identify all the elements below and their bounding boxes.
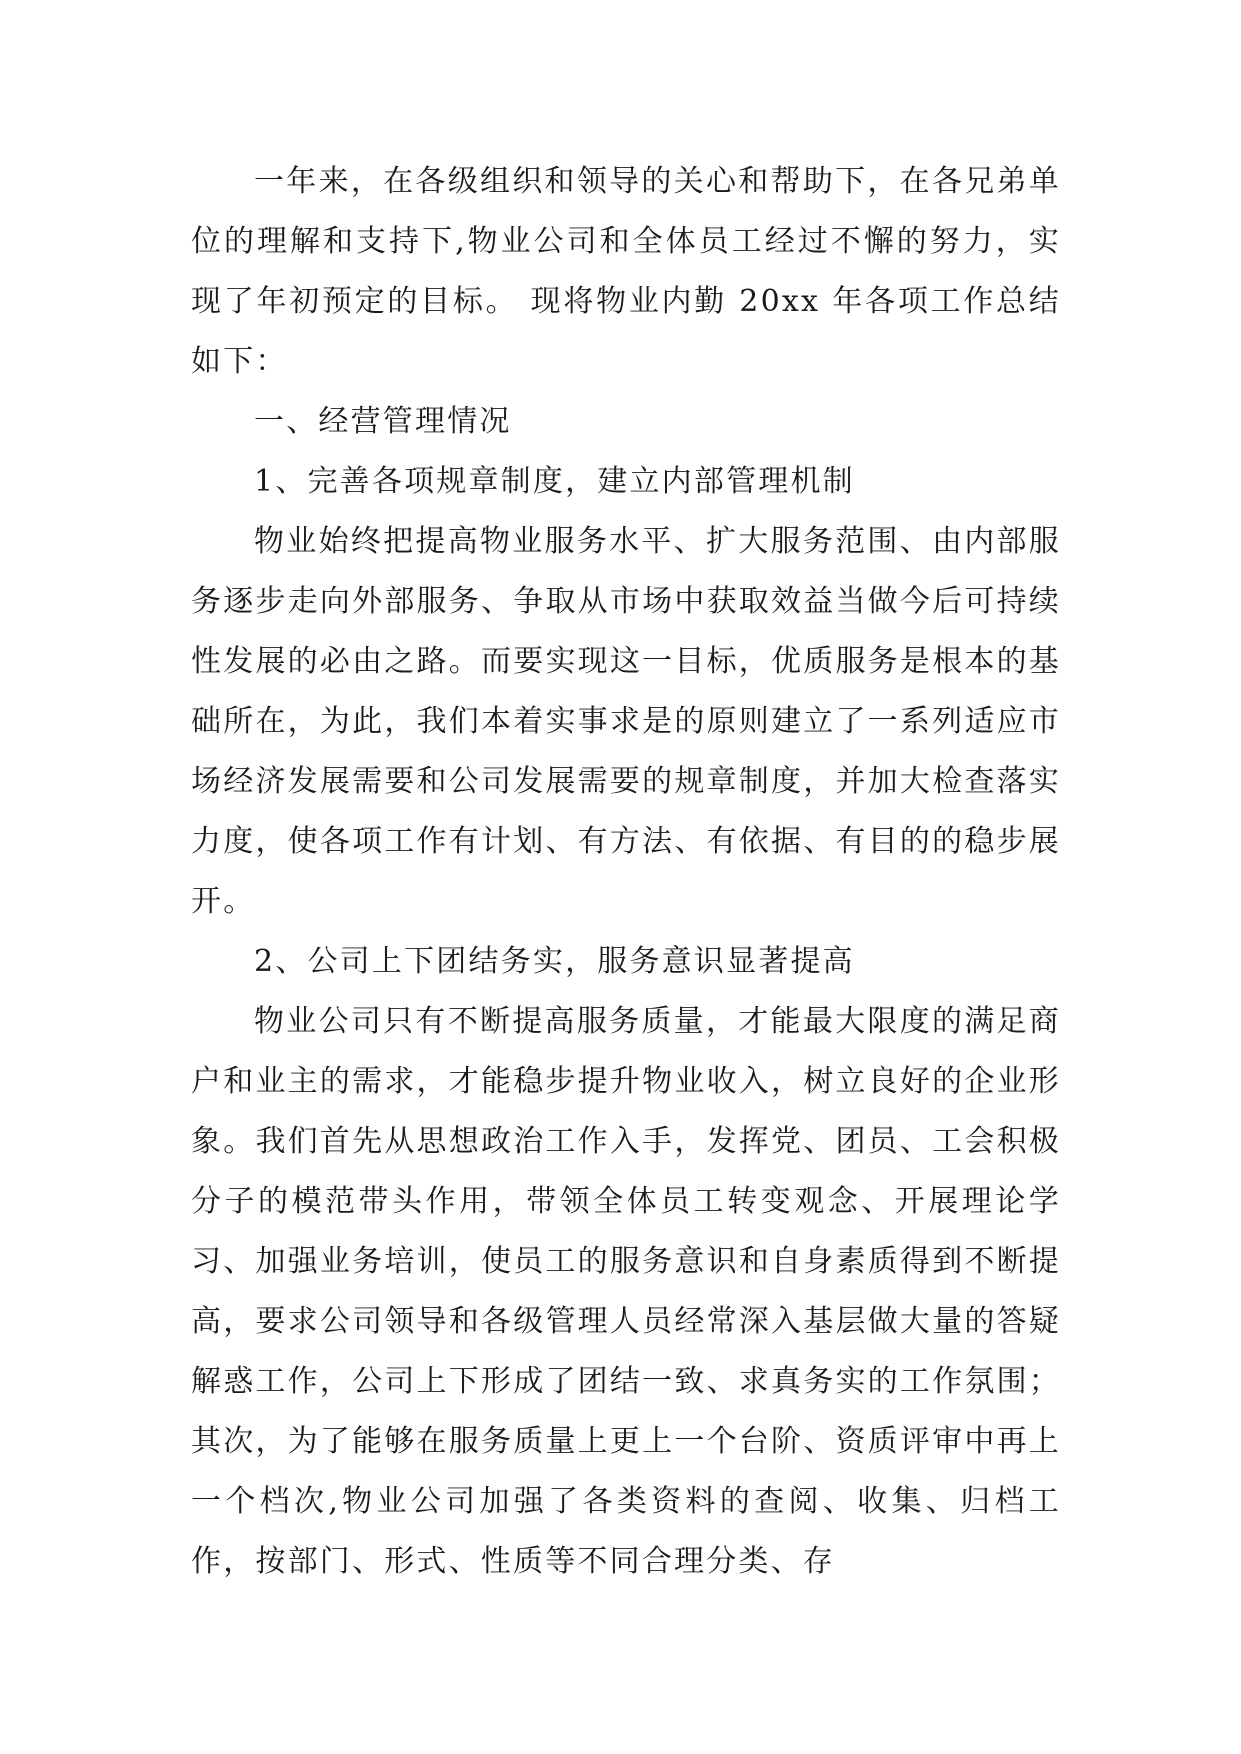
document-body bbox=[191, 152, 1061, 1592]
intro-paragraph: 一年来，在各级组织和领导的关心和帮助下，在各兄弟单位的理解和支持下,物业公司和全体员工经过不懈的努力，实现了年初预定的目标。 现将物业内勤 20xx 年各项工作总结如下： bbox=[191, 164, 1061, 379]
body-paragraph-2: 物业公司只有不断提高服务质量，才能最大限度的满足商户和业主的需求，才能稳步提升物业收入，树立良好的企业形象。我们首先从思想政治工作入手，发挥党、团员、工会积极分子的模范带头作用，带领全体员工转变观念、开展理论学习、加强业务培训，使员工的服务意识和自身素质得到不断提高，要求公司领导和各级管理人员经常深入基层做大量的答疑解惑工作，公司上下形成了团结一致、求真务实的工作氛围；其次，为了能够在服务质量上更上一个台阶、资质评审中再上一个档次,物业公司加强了各类资料的查阅、收集、归档工作，按部门、形式、性质等不同合理分类、存 bbox=[191, 1004, 1061, 1579]
section-heading-operations: 一、经营管理情况 bbox=[254, 404, 512, 439]
body-paragraph-1: 物业始终把提高物业服务水平、扩大服务范围、由内部服务逐步走向外部服务、争取从市场中获取效益当做今后可持续性发展的必由之路。而要实现这一目标，优质服务是根本的基础所在，为此，我们本着实事求是的原则建立了一系列适应市场经济发展需要和公司发展需要的规章制度，并加大检查落实力度，使各项工作有计划、有方法、有依据、有目的的稳步展开。 bbox=[191, 524, 1061, 919]
subheading-1: 1、完善各项规章制度，建立内部管理机制 bbox=[254, 464, 855, 499]
subheading-2: 2、公司上下团结务实，服务意识显著提高 bbox=[254, 944, 855, 979]
